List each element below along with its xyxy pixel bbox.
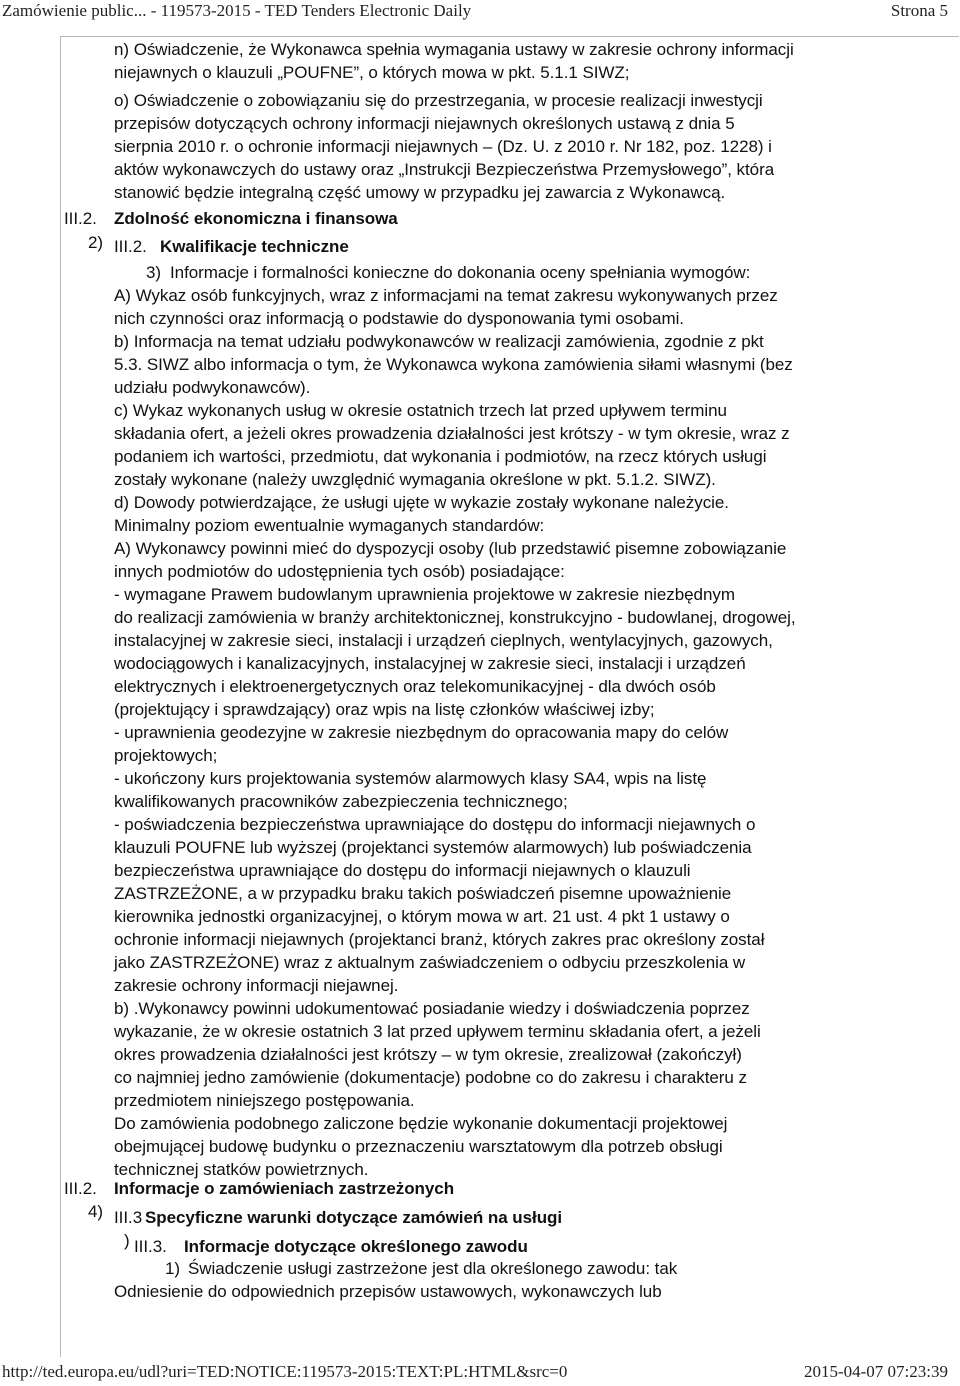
text-line: kwalifikowanych pracowników zabezpieczenia technicznego; xyxy=(114,792,568,811)
text-line: udziału podwykonawców). xyxy=(114,378,311,397)
text-line: 5.3. SIWZ albo informacja o tym, że Wykonawca wykona zamówienia siłami własnymi (bez xyxy=(114,355,793,374)
text-line: ochronie informacji niejawnych (projektanci branż, których zakres prac określony został xyxy=(114,930,765,949)
text-line: A) Wykaz osób funkcyjnych, wraz z informacjami na temat zakresu wykonywanych przez xyxy=(114,286,778,305)
text-line: aktów wykonawczych do ustawy oraz „Instrukcji Bezpieczeństwa Przemysłowego”, która xyxy=(114,160,775,179)
text-line: do realizacji zamówienia w branży architektonicznej, konstrukcyjno - budowlanej, drogowej, xyxy=(114,608,796,627)
page-number: Strona 5 xyxy=(890,1,948,20)
text-line: instalacyjnej w zakresie sieci, instalacji i urządzeń cieplnych, wentylacyjnych, gazowych, xyxy=(114,631,773,650)
section-title: Zdolność ekonomiczna i finansowa xyxy=(114,209,398,228)
text-line: Odniesienie do odpowiednich przepisów ustawowych, wykonawczych lub xyxy=(114,1282,662,1301)
section-number: III.2. xyxy=(64,209,97,228)
text-line: podaniem ich wartości, przedmiotu, dat wykonania i podmiotów, na rzecz których usługi xyxy=(114,447,767,466)
text-line: niejawnych o klauzuli „POUFNE”, o których mowa w pkt. 5.1.1 SIWZ; xyxy=(114,63,630,82)
text-line: zakresie ochrony informacji niejawnej. xyxy=(114,976,399,995)
document-title: Zamówienie public... - 119573-2015 - TED Tenders Electronic Daily xyxy=(2,1,472,20)
text-line: A) Wykonawcy powinni mieć do dyspozycji osoby (lub przedstawić pisemne zobowiązanie xyxy=(114,539,787,558)
text-line: technicznej statków powietrznych. xyxy=(114,1160,369,1179)
text-line: - wymagane Prawem budowlanym uprawnienia projektowe w zakresie niezbędnym xyxy=(114,585,735,604)
text-line: - uprawnienia geodezyjne w zakresie niezbędnym do opracowania mapy do celów xyxy=(114,723,729,742)
text-line: co najmniej jedno zamówienie (dokumentacje) podobne co do zakresu i charakteru z xyxy=(114,1068,747,1087)
text-line: Informacje i formalności konieczne do dokonania oceny spełniania wymogów: xyxy=(170,263,751,282)
section-number: III.2. xyxy=(114,237,147,256)
section-title: Informacje o zamówieniach zastrzeżonych xyxy=(114,1179,455,1198)
text-line: ZASTRZEŻONE, a w przypadku braku takich poświadczeń pisemne upoważnienie xyxy=(114,884,732,903)
text-line: przedmiotem niniejszego postępowania. xyxy=(114,1091,415,1110)
text-line: klauzuli POUFNE lub wyższej (projektanci systemów alarmowych) lub poświadczenia xyxy=(114,838,752,857)
section-number: III.2. xyxy=(64,1179,97,1198)
text-line: stanowić będzie integralną część umowy w przypadku jej zawarcia z Wykonawcą. xyxy=(114,183,726,202)
print-timestamp: 2015-04-07 07:23:39 xyxy=(803,1362,948,1381)
page-header xyxy=(0,0,960,24)
text-line: nich czynności oraz informacją o podstawie do dysponowania tymi osobami. xyxy=(114,309,684,328)
text-line: elektrycznych i elektroenergetycznych oraz telekomunikacyjnej - dla dwóch osób xyxy=(114,677,716,696)
text-line: c) Wykaz wykonanych usług w okresie ostatnich trzech lat przed upływem terminu xyxy=(114,401,727,420)
text-line: o) Oświadczenie o zobowiązaniu się do przestrzegania, w procesie realizacji inwestycji xyxy=(114,91,763,110)
text-line: - poświadczenia bezpieczeństwa uprawniające do dostępu do informacji niejawnych o xyxy=(114,815,756,834)
section-number: III.3. xyxy=(134,1237,167,1256)
text-line: kierownika jednostki organizacyjnej, o którym mowa w art. 21 ust. 4 pkt 1 ustawy o xyxy=(114,907,730,926)
text-line: obejmującej budowę budynku o przeznaczeniu warsztatowym dla potrzeb obsługi xyxy=(114,1137,723,1156)
text-line: jako ZASTRZEŻONE) wraz z aktualnym zaświadczeniem o odbyciu przeszkolenia w xyxy=(114,953,746,972)
text-line: bezpieczeństwa uprawniające do dostępu do informacji niejawnych o klauzuli xyxy=(114,861,691,880)
text-line: wykazanie, że w okresie ostatnich 3 lat przed upływem terminu składania ofert, a jeżeli xyxy=(114,1022,761,1041)
subsection-prefix: 1) xyxy=(165,1259,181,1278)
text-line: Świadczenie usługi zastrzeżone jest dla określonego zawodu: tak xyxy=(188,1259,678,1278)
text-line: d) Dowody potwierdzające, że usługi ujęte w wykazie zostały wykonane należycie. xyxy=(114,493,729,512)
text-line: projektowych; xyxy=(114,746,218,765)
text-line: n) Oświadczenie, że Wykonawca spełnia wymagania ustawy w zakresie ochrony informacji xyxy=(114,40,794,59)
text-line: - ukończony kurs projektowania systemów alarmowych klasy SA4, wpis na listę xyxy=(114,769,707,788)
page-footer xyxy=(0,1362,960,1384)
text-line: Do zamówienia podobnego zaliczone będzie wykonanie dokumentacji projektowej xyxy=(114,1114,728,1133)
section-title: Informacje dotyczące określonego zawodu xyxy=(184,1237,528,1256)
source-url: http://ted.europa.eu/udl?uri=TED:NOTICE:119573-2015:TEXT:PL:HTML&src=0 xyxy=(2,1362,568,1381)
text-line: Minimalny poziom ewentualnie wymaganych standardów: xyxy=(114,516,545,535)
text-line: b) .Wykonawcy powinni udokumentować posiadanie wiedzy i doświadczenia poprzez xyxy=(114,999,750,1018)
section-title: Specyficzne warunki dotyczące zamówień na usługi xyxy=(145,1208,563,1227)
text-line: innych podmiotów do udostępnienia tych osób) posiadające: xyxy=(114,562,565,581)
section-prefix: ) xyxy=(124,1231,130,1250)
section-prefix: 4) xyxy=(88,1202,104,1221)
text-line: zostały wykonane (należy uwzględnić wymagania określone w pkt. 5.1.2. SIWZ). xyxy=(114,470,716,489)
text-line: wodociągowych i kanalizacyjnych, instalacyjnej w zakresie sieci, instalacji i urządzeń xyxy=(114,654,746,673)
subsection-prefix: 3) xyxy=(146,263,162,282)
text-line: sierpnia 2010 r. o ochronie informacji niejawnych – (Dz. U. z 2010 r. Nr 182, poz. 1228) i xyxy=(114,137,772,156)
text-line: (projektujący i sprawdzający) oraz wpis na listę członków właściwej izby; xyxy=(114,700,655,719)
section-prefix: 2) xyxy=(88,233,104,252)
text-line: okres prowadzenia działalności jest krótszy – w tym okresie, zrealizował (zakończył) xyxy=(114,1045,742,1064)
section-number: III.3 xyxy=(114,1208,143,1227)
text-line: b) Informacja na temat udziału podwykonawców w realizacji zamówienia, zgodnie z pkt xyxy=(114,332,764,351)
text-line: przepisów dotyczących ochrony informacji niejawnych określonych ustawą z dnia 5 xyxy=(114,114,735,133)
section-title: Kwalifikacje techniczne xyxy=(160,237,349,256)
text-line: składania ofert, a jeżeli okres prowadzenia działalności jest krótszy - w tym okresie, wraz z xyxy=(114,424,790,443)
